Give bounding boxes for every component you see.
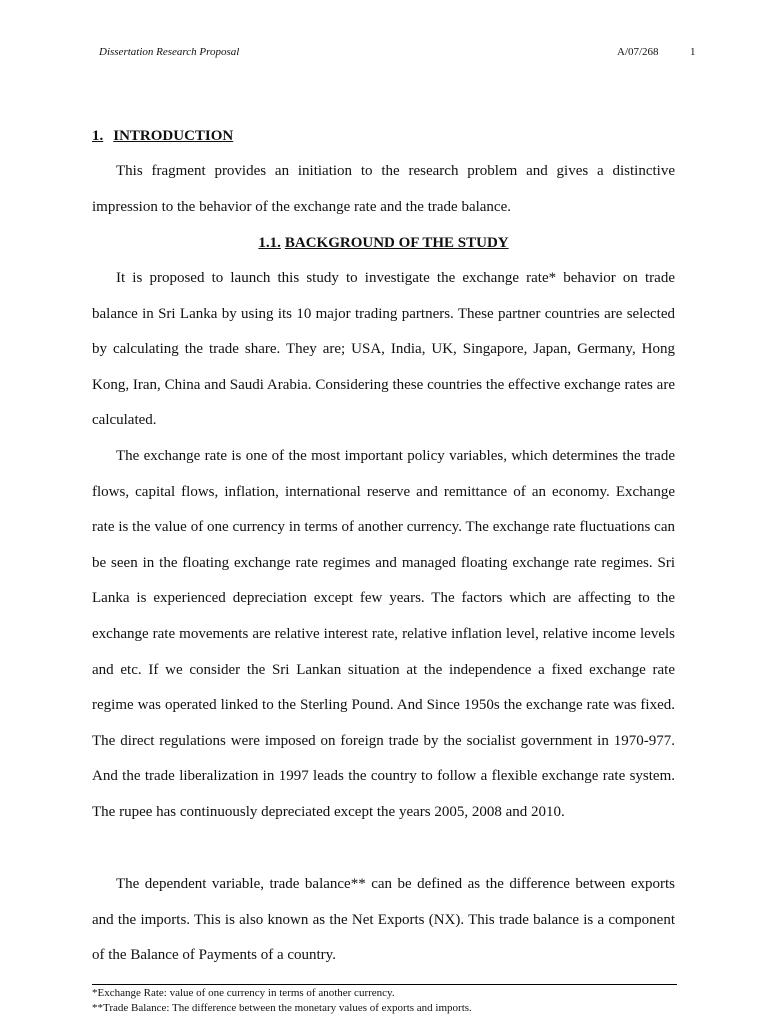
section-number: 1. bbox=[92, 128, 104, 144]
section-title: INTRODUCTION bbox=[113, 128, 234, 144]
intro-paragraph: This fragment provides an initiation to the research problem and gives a distinctive impression to the behavior of the exchange rate and the trade balance. bbox=[92, 163, 675, 215]
running-header-reference: A/07/268 bbox=[617, 46, 659, 58]
background-paragraph-2: The exchange rate is one of the most important policy variables, which determines the trade flows, capital flows, inflation, international reserve and remittance of an economy. Exchange rate is the value of one currency in terms of another currency. The exchange rate fluctuations can be seen in the floating exchange rate regimes and managed floating exchange rate regimes. Sri Lanka is experienced depreciation except few years. The factors which are affecting to the exchange rate movements are relative interest rate, relative inflation level, relative income levels and etc. If we consider the Sri Lankan situation at the independence a fixed exchange rate regime was operated linked to the Sterling Pound. And Since 1950s the exchange rate was fixed. The direct regulations were imposed on foreign trade by the socialist government in 1970-977. And the trade liberalization in 1997 leads the country to follow a flexible exchange rate system. The rupee has continuously depreciated except the years 2005, 2008 and 2010. bbox=[92, 448, 675, 820]
page-number: 1 bbox=[690, 46, 696, 58]
subsection-number: 1.1. bbox=[258, 235, 281, 251]
background-paragraph-3: The dependent variable, trade balance** can be defined as the difference between exports and the imports. This is also known as the Net Exports (NX). This trade balance is a component of the Balance of Payments of a country. bbox=[92, 876, 675, 964]
footnote-divider bbox=[92, 984, 677, 985]
running-header-title: Dissertation Research Proposal bbox=[99, 46, 240, 58]
footnote-exchange-rate: *Exchange Rate: value of one currency in terms of another currency. bbox=[92, 987, 395, 999]
background-paragraph-1: It is proposed to launch this study to investigate the exchange rate* behavior on trade balance in Sri Lanka by using its 10 major trading partners. These partner countries are selected by calculating the trade share. They are; USA, India, UK, Singapore, Japan, Germany, Hong Kong, Iran, China and Saudi Arabia. Considering these countries the effective exchange rates are calculated. bbox=[92, 270, 675, 429]
subsection-title: BACKGROUND OF THE STUDY bbox=[284, 235, 509, 251]
section-heading-introduction bbox=[92, 128, 233, 145]
subsection-heading-background bbox=[92, 235, 675, 252]
footnote-trade-balance: **Trade Balance: The difference between the monetary values of exports and imports. bbox=[92, 1002, 472, 1014]
